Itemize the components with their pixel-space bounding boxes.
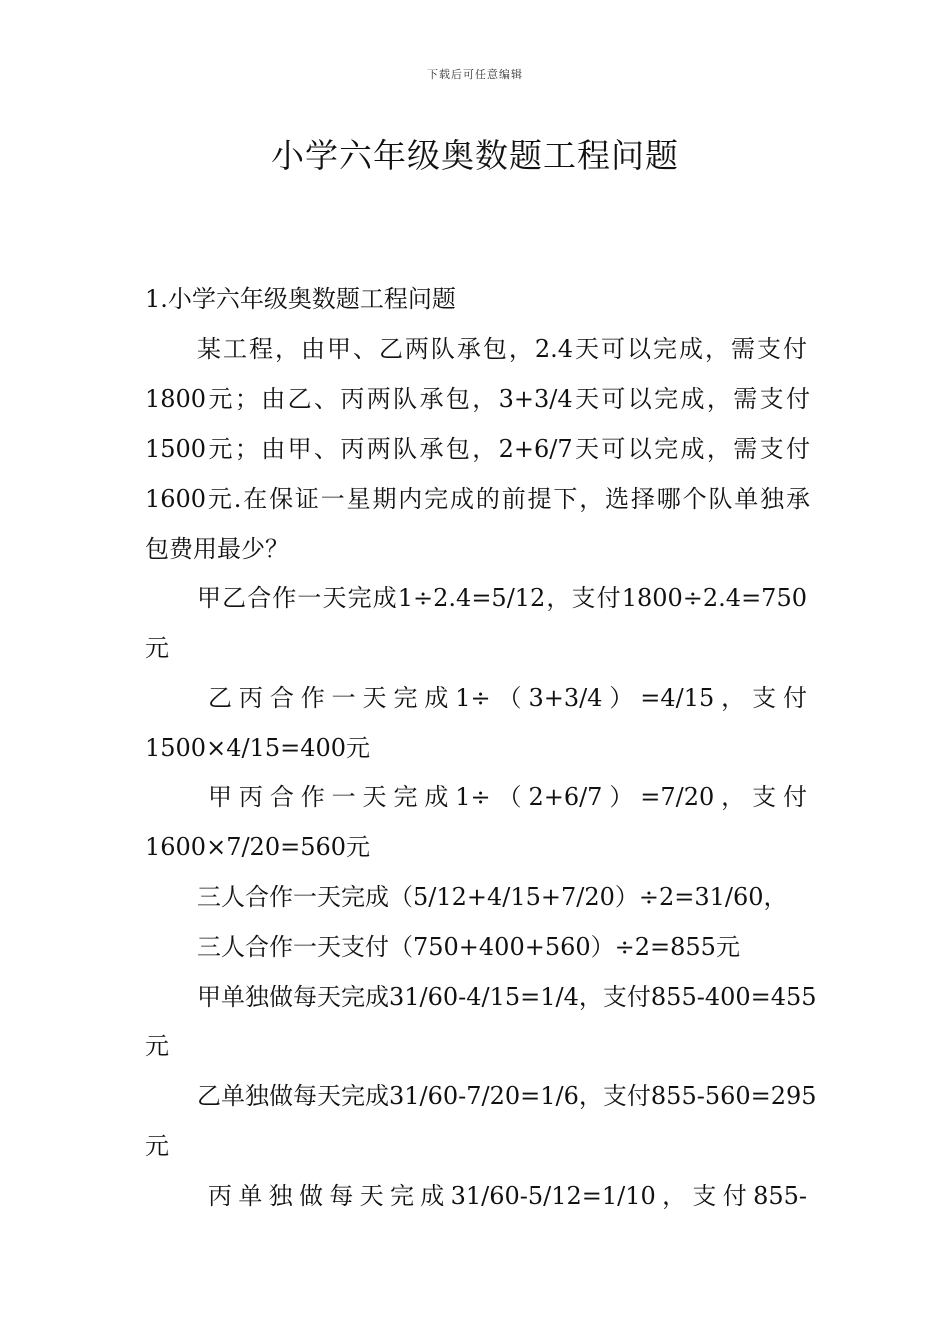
section-heading: 1.小学六年级奥数题工程问题 <box>145 285 456 313</box>
problem-line: 1600元.在保证一星期内完成的前提下，选择哪个队单独承 <box>145 485 810 513</box>
solution-line: 乙丙合作一天完成1÷（3+3/4）=4/15，支付 <box>208 684 807 712</box>
solution-line: 元 <box>145 1032 169 1060</box>
problem-line: 某工程，由甲、乙两队承包，2.4天可以完成，需支付 <box>197 335 807 363</box>
header-note: 下载后可任意编辑 <box>427 68 523 81</box>
solution-line: 三人合作一天支付（750+400+560）÷2=855元 <box>197 933 740 961</box>
document-title: 小学六年级奥数题工程问题 <box>271 136 679 175</box>
solution-line: 1600×7/20=560元 <box>145 833 370 861</box>
solution-line: 甲乙合作一天完成1÷2.4=5/12，支付1800÷2.4=750 <box>197 584 807 612</box>
solution-line: 三人合作一天完成（5/12+4/15+7/20）÷2=31/60， <box>197 883 788 911</box>
problem-line: 1800元；由乙、丙两队承包，3+3/4天可以完成，需支付 <box>145 385 810 413</box>
problem-line: 1500元；由甲、丙两队承包，2+6/7天可以完成，需支付 <box>145 435 810 463</box>
solution-line: 乙单独做每天完成31/60-7/20=1/6，支付855-560=295 <box>197 1082 817 1110</box>
solution-line: 甲丙合作一天完成1÷（2+6/7）=7/20，支付 <box>208 783 807 811</box>
solution-line: 元 <box>145 634 169 662</box>
problem-line: 包费用最少？ <box>145 535 289 563</box>
solution-line: 1500×4/15=400元 <box>145 734 370 762</box>
solution-line: 元 <box>145 1132 169 1160</box>
solution-line: 甲单独做每天完成31/60-4/15=1/4，支付855-400=455 <box>197 983 817 1011</box>
solution-line: 丙单独做每天完成31/60-5/12=1/10，支付855- <box>208 1182 807 1210</box>
